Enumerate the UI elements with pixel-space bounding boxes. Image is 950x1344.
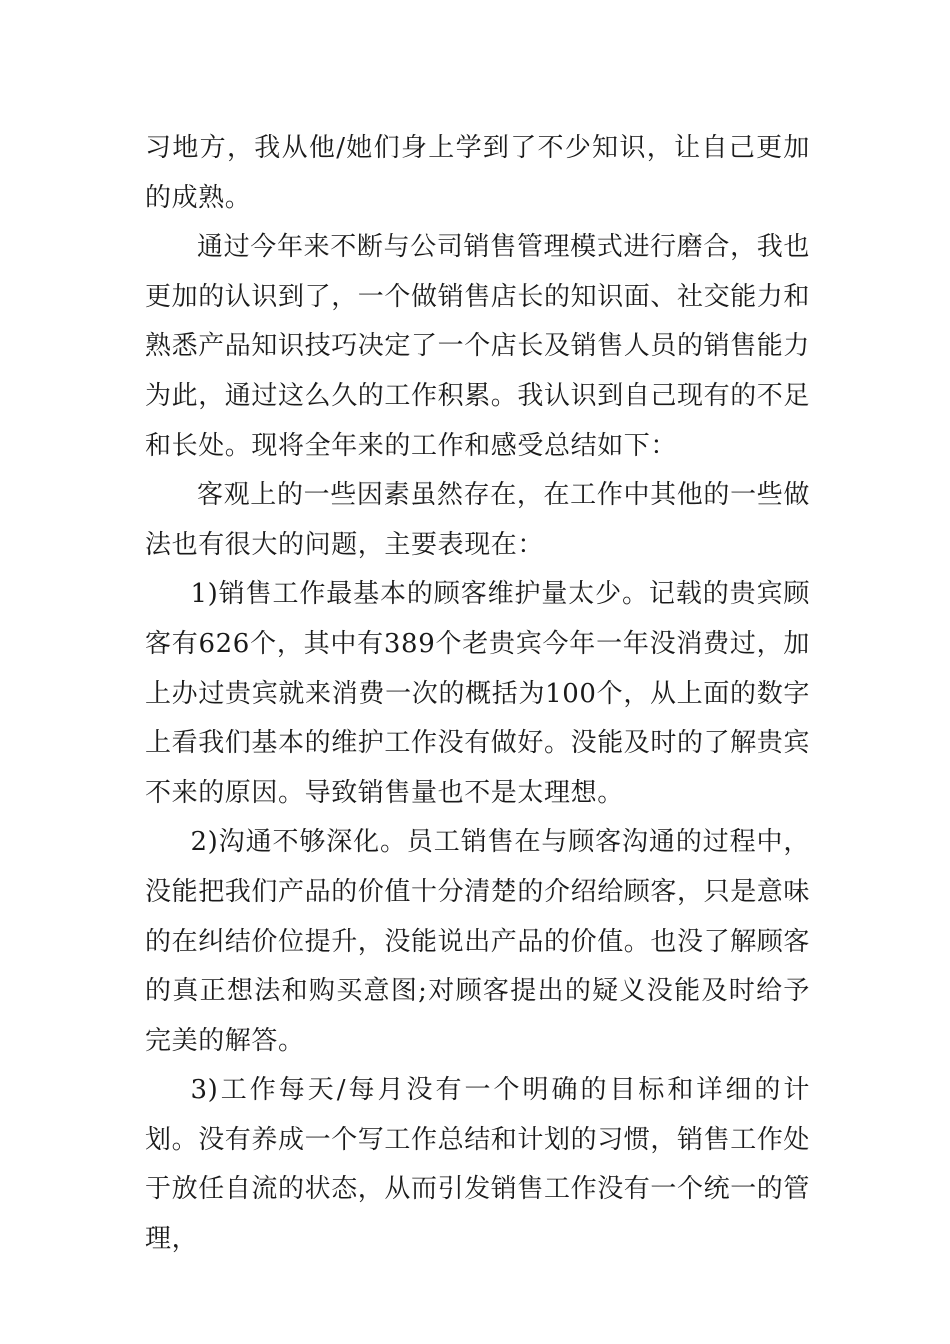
paragraph-continuation: 习地方，我从他/她们身上学到了不少知识，让自己更加的成熟。 [145, 133, 810, 213]
paragraph-item-1: 1)销售工作最基本的顾客维护量太少。记载的贵宾顾客有626个，其中有389个老贵宾今年一年没消费过，加上办过贵宾就来消费一次的概括为100个，从上面的数字上看我们基本的维护工作没有做好。没能及时的了解贵宾不来的原因。导致销售量也不是太理想。 [145, 579, 811, 808]
paragraph-item-2: 2)沟通不够深化。员工销售在与顾客沟通的过程中，没能把我们产品的价值十分清楚的介绍给顾客，只是意味的在纠结价位提升，没能说出产品的价值。也没了解顾客的真正想法和购买意图;对顾客提出的疑义没能及时给予完美的解答。 [145, 827, 811, 1056]
paragraph-intro: 通过今年来不断与公司销售管理模式进行磨合，我也更加的认识到了，一个做销售店长的知识面、社交能力和熟悉产品知识技巧决定了一个店长及销售人员的销售能力为此，通过这么久的工作积累。我认识到自己现有的不足和长处。现将全年来的工作和感受总结如下： [145, 232, 811, 461]
paragraph-item-3: 3)工作每天/每月没有一个明确的目标和详细的计划。没有养成一个写工作总结和计划的习惯，销售工作处于放任自流的状态，从而引发销售工作没有一个统一的管理， [145, 1075, 811, 1255]
document-body [145, 124, 810, 1265]
paragraph-problems-intro: 客观上的一些因素虽然存在，在工作中其他的一些做法也有很大的问题，主要表现在： [145, 480, 810, 560]
